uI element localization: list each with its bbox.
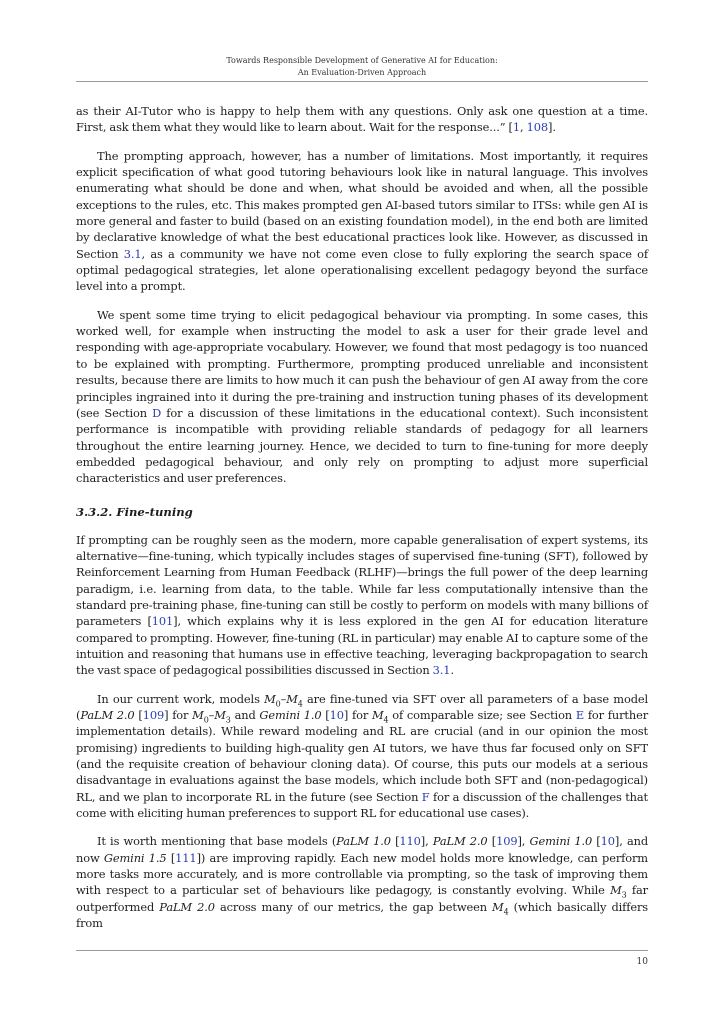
citation-link[interactable]: 10 <box>600 834 615 849</box>
model-name: Gemini 1.0 <box>529 834 593 849</box>
model-symbol: M <box>286 691 298 706</box>
model-name: PaLM 2.0 <box>432 834 488 849</box>
citation-link[interactable]: 101 <box>151 614 174 629</box>
paragraph-6: It is worth mentioning that base models (PaLM 1.0 [110], PaLM 2.0 [109], Gemini 1.0 [10], and now Gemini 1.5 [111]) are improving rapidly. Each new model holds more knowledge, can perform more tasks more accurately, and is more controllable via prompting, so the task of improving them with respect to a particular set of behaviours like pedagogy, is constantly evolving. While $M_3$ far outperformed PaLM 2.0 across many of our metrics, the gap between $M_4$ (which basically differs from <box>76 834 649 931</box>
paragraph-4: If prompting can be roughly seen as the modern, more capable generalisation of expert systems, its alternative—fine-tuning, which typically includes stages of supervised fine-tuning (SFT), followed by Reinforcement Learning from Human Feedback (RLHF)—brings the full power of the deep learning paradigm, i.e. learning from data, to the table. While far less computationally intensive than the standard pre-training phase, fine-tuning can still be costly to perform on models with many billions of parameters [101], which explains why it is less explored in the gen AI for education literature compared to prompting. However, fine-tuning (RL in particular) may enable AI to capture some of the intuition and reasoning that humans use in effective teaching, leveraging backpropagation to search the vast space of pedagogical possibilities discussed in Section 3.1. <box>76 532 648 678</box>
model-name: Gemini 1.0 <box>259 708 322 722</box>
citation-link[interactable]: 108 <box>526 120 549 135</box>
citation-link[interactable]: 110 <box>399 834 421 849</box>
model-symbol: M <box>371 708 384 722</box>
header-title-line2: An Evaluation-Driven Approach <box>297 68 427 77</box>
header-title-line1: Towards Responsible Development of Generative AI for Education: <box>226 56 498 65</box>
model-name: Gemini 1.5 <box>103 850 167 865</box>
section-link[interactable]: 3.1 <box>432 663 451 678</box>
page-number: 10 <box>636 957 648 967</box>
page-body <box>76 103 648 943</box>
paragraph-3: We spent some time trying to elicit pedagogical behaviour via prompting. In some cases, this worked well, for example when instructing the model to ask a user for their grade level and responding with age-appropriate vocabulary. However, we found that most pedagogy is too nuanced to be explained with prompting. Furthermore, prompting produced unreliable and inconsistent results, because there are limits to how much it can push the behaviour of gen AI away from the core principles ingrained into it during the pre-training and instruction tuning phases of its development (see Section D for a discussion of these limitations in the educational context). Such inconsistent performance is incompatible with providing reliable standards of pedagogy for all learners throughout the entire learning journey. Hence, we decided to turn to fine-tuning for more deeply embedded pedagogical behaviour, and only rely on prompting to adjust more superficial characteristics and user preferences. <box>76 307 648 486</box>
section-link[interactable]: F <box>421 789 430 804</box>
paragraph-2: The prompting approach, however, has a number of limitations. Most importantly, it requires explicit specification of what good tutoring behaviours look like in natural language. This involves enumerating what should be done and when, what should be avoided and when, all the possible exceptions to the rules, etc. This makes prompted gen AI-based tutors similar to ITSs: while gen AI is more general and faster to build (based on an existing foundation model), in the end both are limited by declarative knowledge of what the best educational practices look like. However, as discussed in Section 3.1, as a community we have not come even close to fully exploring the search space of optimal pedagogical strategies, let alone operationalising excellent pedagogy beyond the surface level into a prompt. <box>76 148 648 294</box>
paragraph-1: as their AI-Tutor who is happy to help them with any questions. Only ask one question at a time. First, ask them what they would like to learn about. Wait for the response...” [1, 108]. <box>76 104 648 135</box>
section-heading: 3.3.2. Fine-tuning <box>76 504 193 519</box>
header-rule <box>76 81 648 82</box>
footer-rule <box>76 950 648 951</box>
citation-link[interactable]: 111 <box>175 850 197 865</box>
running-header <box>0 55 724 79</box>
model-symbol: M <box>492 899 504 914</box>
model-name: PaLM 2.0 <box>159 899 215 914</box>
citation-link[interactable]: 109 <box>496 834 518 849</box>
model-symbol: M <box>214 708 226 722</box>
section-link[interactable]: 3.1 <box>123 246 142 261</box>
model-symbol: M <box>264 691 276 706</box>
citation-link[interactable]: 10 <box>329 708 344 722</box>
citation-link[interactable]: 109 <box>142 708 165 722</box>
citation-link[interactable]: 1 <box>512 120 521 135</box>
model-symbol: M <box>192 708 204 722</box>
section-link[interactable]: D <box>152 405 162 420</box>
model-symbol: M <box>610 883 622 898</box>
paragraph-5: In our current work, models $M_0-M_4$ are fine-tuned via SFT over all parameters of a base model (PaLM 2.0 [109] for $M_0-M_3$ and Gemini 1.0 [10] for $M_4$ of comparable size; see Section E for further implementation details). While reward modeling and RL are crucial (and in our opinion the most promising) ingredients to building high-quality gen AI tutors, we have thus far focused only on SFT (and the requisite creation of behaviour cloning data). Of course, this puts our models at a serious disadvantage in evaluations against the base models, which include both SFT and (non-pedagogical) RL, and we plan to incorporate RL in the future (see Section F for a discussion of the challenges that come with eliciting human preferences to support RL for educational use cases). <box>76 691 649 821</box>
section-link[interactable]: E <box>575 708 585 722</box>
model-name: PaLM 1.0 <box>336 834 391 849</box>
model-name: PaLM 2.0 <box>80 708 135 722</box>
